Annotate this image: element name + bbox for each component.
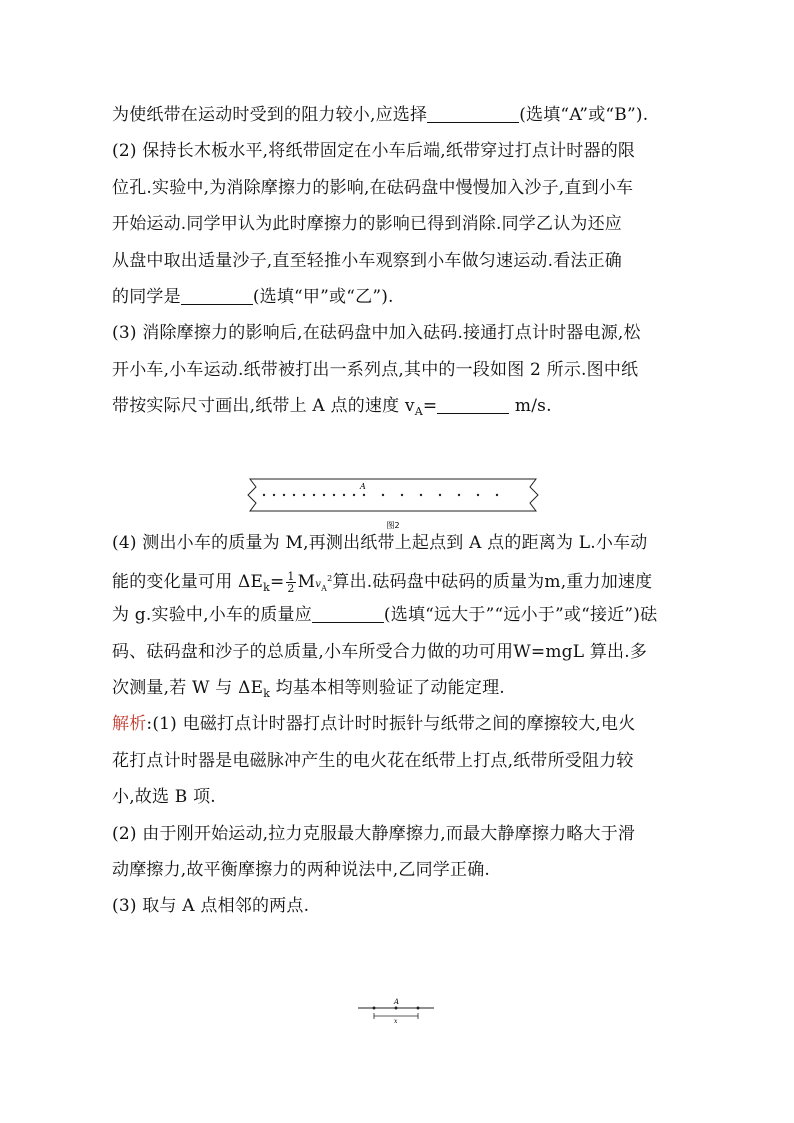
tape-dot [458, 494, 460, 496]
tape-dot [343, 494, 345, 496]
answer-blank-4[interactable] [312, 604, 384, 623]
frac-numerator: 1 [287, 569, 295, 583]
q2-text-a: 的同学是 [112, 286, 181, 307]
paper-tape-figure [242, 473, 544, 531]
q2-text-b: (选填“甲”或“乙”). [252, 286, 394, 307]
q4-line: (4) 测出小车的质量为 M,再测出纸带上起点到 A 点的距离为 L.小车动 [112, 532, 648, 553]
q4-text-5b: 均基本相等则验证了动能定理. [270, 678, 505, 699]
solution-label: 解析 [112, 714, 147, 735]
tape-dot [273, 494, 275, 496]
tape-dot [263, 494, 265, 496]
ek-subscript: k [263, 580, 270, 594]
solution-line: (2) 由于刚开始运动,拉力克服最大静摩擦力,而最大静摩擦力略大于滑 [112, 823, 636, 844]
tape-dot [382, 494, 384, 496]
q1-tail [112, 97, 682, 133]
tape-dot [333, 494, 335, 496]
q3-equals: = [422, 396, 438, 417]
q3-line: 开小车,小车运动.纸带被打出一系列点,其中的一段如图 2 所示.图中纸 [112, 359, 639, 380]
figure-caption: 图2 [386, 521, 400, 530]
q4-text-d: 算出.砝码盘中砝码的质量为m,重力加速度 [332, 571, 653, 592]
q1-text-b: (选填“A”或“B”). [519, 105, 649, 125]
tape-dot [363, 494, 365, 496]
tape-point-label: A [360, 482, 366, 491]
q4-text-a: 能的变化量可用 ΔE [112, 571, 264, 592]
fraction-half [286, 571, 295, 594]
tape-dot [496, 494, 498, 496]
solution-line [112, 706, 682, 742]
q2-line: (2) 保持长木板水平,将纸带固定在小车后端,纸带穿过打点计时器的限 [112, 141, 636, 162]
q3-line-last [112, 388, 682, 424]
frac-denominator: 2 [287, 581, 295, 595]
tape-dot [293, 494, 295, 496]
va-subscript: A [414, 405, 423, 419]
q4-line: 码、砝码盘和沙子的总质量,小车所受合力做的功可用W=mgL 算出.多 [112, 641, 648, 662]
q3-text-a: 带按实际尺寸画出,纸带上 A 点的速度 v [112, 396, 415, 417]
ek-subscript-2: k [263, 687, 271, 701]
answer-blank-1[interactable] [427, 104, 519, 123]
q4-equals: = [269, 571, 285, 592]
solution-line: 小,故选 B 项. [112, 787, 216, 808]
tape-dot [303, 494, 305, 496]
velocity-superscript: 2 [327, 573, 333, 583]
velocity-symbol: v [315, 578, 322, 590]
q2-line: 从盘中取出适量沙子,直至轻推小车观察到小车做匀速运动.看法正确 [112, 250, 623, 271]
velocity-subscript: A [321, 583, 328, 593]
solution-line: 动摩擦力,故平衡摩擦力的两种说法中,乙同学正确. [112, 860, 491, 881]
q2-line: 位孔.实验中,为消除摩擦力的影响,在砝码盘中慢慢加入沙子,直到小车 [112, 177, 634, 198]
tape-dot [439, 494, 441, 496]
span-label: x [394, 1018, 398, 1024]
q4-text-5a: 次测量,若 W 与 ΔE [112, 678, 264, 699]
tape-dot [477, 494, 479, 496]
q4-line [112, 597, 682, 633]
point-a [395, 1007, 398, 1010]
q4-line-formula [112, 561, 682, 597]
q4-text-3b: (选填“远大于”“远小于”或“接近”)砝 [383, 605, 658, 626]
tape-dot [353, 494, 355, 496]
tape-dot [401, 494, 403, 496]
solution-line: (3) 取与 A 点相邻的两点. [112, 896, 310, 917]
answer-blank-3[interactable] [437, 395, 509, 414]
point-left [373, 1007, 376, 1010]
tape-dot [283, 494, 285, 496]
q3-line: (3) 消除摩擦力的影响后,在砝码盘中加入砝码.接通打点计时器电源,松 [112, 323, 641, 344]
q4-text-3a: 为 g.实验中,小车的质量应 [112, 605, 312, 626]
small-point-label: A [394, 998, 400, 1006]
solution-line: 花打点计时器是电磁脉冲产生的电火花在纸带上打点,纸带所受阻力较 [112, 750, 634, 771]
tape-dot [323, 494, 325, 496]
q2-line-last [112, 279, 682, 315]
mass-symbol: M [297, 571, 316, 592]
point-right [417, 1007, 420, 1010]
q3-unit: m/s. [509, 396, 552, 417]
answer-blank-2[interactable] [181, 286, 253, 305]
q2-line: 开始运动.同学甲认为此时摩擦力的影响已得到消除.同学乙认为还应 [112, 214, 623, 235]
q1-text-a: 为使纸带在运动时受到的阻力较小,应选择 [112, 105, 428, 125]
solution-text: :(1) 电磁打点计时器打点计时时振针与纸带之间的摩擦较大,电火 [146, 714, 636, 735]
tape-outline [248, 479, 538, 511]
tape-dots [263, 494, 498, 496]
adjacent-points-figure [356, 996, 436, 1024]
q4-line-last [112, 670, 682, 706]
tape-dot [313, 494, 315, 496]
tape-dot [420, 494, 422, 496]
